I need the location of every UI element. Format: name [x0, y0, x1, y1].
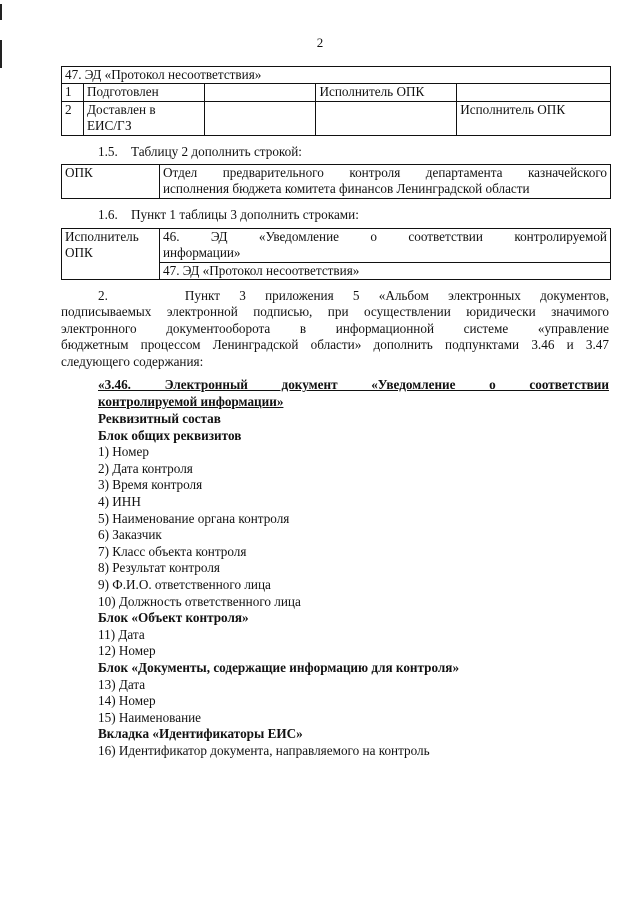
- list-item: 16) Идентификатор документа, направляемого на контроль: [98, 742, 430, 758]
- table-cell-num: 1: [62, 84, 84, 101]
- item-1-6: 1.6. Пункт 1 таблицы 3 дополнить строками:: [98, 207, 359, 222]
- section-body: [98, 411, 610, 759]
- table-cell-document: [160, 229, 611, 263]
- role-line: Исполнитель: [65, 229, 139, 244]
- table-cell-executor: Исполнитель ОПК: [457, 101, 611, 135]
- list-item: 12) Номер: [98, 643, 156, 659]
- table-cell-role: [62, 229, 160, 280]
- table-cell-document: 47. ЭД «Протокол несоответствия»: [160, 262, 611, 279]
- table-row: [62, 84, 611, 101]
- list-item: 2) Дата контроля: [98, 460, 193, 476]
- composition-heading: Реквизитный состав: [98, 411, 221, 426]
- description-line: Отдел предварительного контроля департамента казначейского: [163, 165, 607, 180]
- paragraph-2: [61, 288, 609, 370]
- list-item: 5) Наименование органа контроля: [98, 510, 290, 526]
- table-cell-status: Подготовлен: [83, 84, 204, 101]
- list-item: 7) Класс объекта контроля: [98, 543, 247, 559]
- page-number: 2: [316, 35, 324, 50]
- table-cell-status: [83, 101, 204, 135]
- table-header-cell: 47. ЭД «Протокол несоответствия»: [62, 67, 611, 84]
- list-item: 4) ИНН: [98, 493, 141, 509]
- list-item: 14) Номер: [98, 693, 156, 709]
- table-cell-executor: Исполнитель ОПК: [316, 84, 457, 101]
- list-item: 15) Наименование: [98, 709, 202, 725]
- table-row: [62, 229, 611, 263]
- list-item: 1) Номер: [98, 444, 149, 460]
- list-item: 9) Ф.И.О. ответственного лица: [98, 576, 271, 592]
- list-item: 8) Результат контроля: [98, 560, 220, 576]
- document-line: информации»: [163, 245, 241, 261]
- paragraph-line: 2. Пункт 3 приложения 5 «Альбом электронных документов,: [98, 288, 609, 303]
- list-item: 6) Заказчик: [98, 527, 162, 543]
- section-heading: «3.46. Электронный документ «Уведомление о соответствии: [98, 377, 609, 392]
- list-item: 13) Дата: [98, 676, 146, 692]
- list-item: 10) Должность ответственного лица: [98, 593, 301, 609]
- status-line: Доставлен в: [86, 101, 156, 117]
- table-row: [62, 101, 611, 135]
- section-heading: контролируемой информации»: [98, 394, 284, 409]
- description-line: исполнения бюджета комитета финансов Ленинградской области: [163, 181, 530, 197]
- tab-heading: Вкладка «Идентификаторы ЕИС»: [98, 726, 303, 742]
- document-line: 46. ЭД «Уведомление о соответствии контролируемой: [163, 229, 607, 244]
- table-cell: [457, 84, 611, 101]
- scan-margin-mark: [0, 4, 2, 20]
- item-1-5: 1.5. Таблицу 2 дополнить строкой:: [98, 144, 302, 159]
- list-item: 3) Время контроля: [98, 477, 203, 493]
- table-cell: [316, 101, 457, 135]
- table-executor-opk: [61, 228, 611, 280]
- paragraph-line: бюджетным процессом Ленинградской области» дополнить подпунктами 3.46 и 3.47: [61, 337, 609, 353]
- table-status-protocol: [61, 66, 611, 136]
- block-heading: Блок «Объект контроля»: [98, 610, 249, 626]
- block-heading: Блок «Документы, содержащие информацию для контроля»: [98, 659, 460, 675]
- table-opk-department: [61, 164, 611, 199]
- table-cell-num: 2: [62, 101, 84, 135]
- paragraph-line: подписываемых электронной подписью, при осуществлении юридически значимого: [61, 304, 609, 320]
- table-row: [62, 165, 611, 199]
- table-cell-code: ОПК: [62, 165, 160, 199]
- block-heading: Блок общих реквизитов: [98, 427, 242, 443]
- table-cell-description: [160, 165, 611, 199]
- paragraph-line: следующего содержания:: [61, 353, 204, 369]
- table-cell: [204, 84, 316, 101]
- role-line: ОПК: [65, 245, 93, 261]
- status-line: ЕИС/ГЗ: [86, 118, 132, 134]
- paragraph-line: электронного документооборота в информационной системе «управление: [61, 320, 609, 336]
- list-item: 11) Дата: [98, 626, 145, 642]
- table-header-row: [62, 67, 611, 84]
- table-cell: [204, 101, 316, 135]
